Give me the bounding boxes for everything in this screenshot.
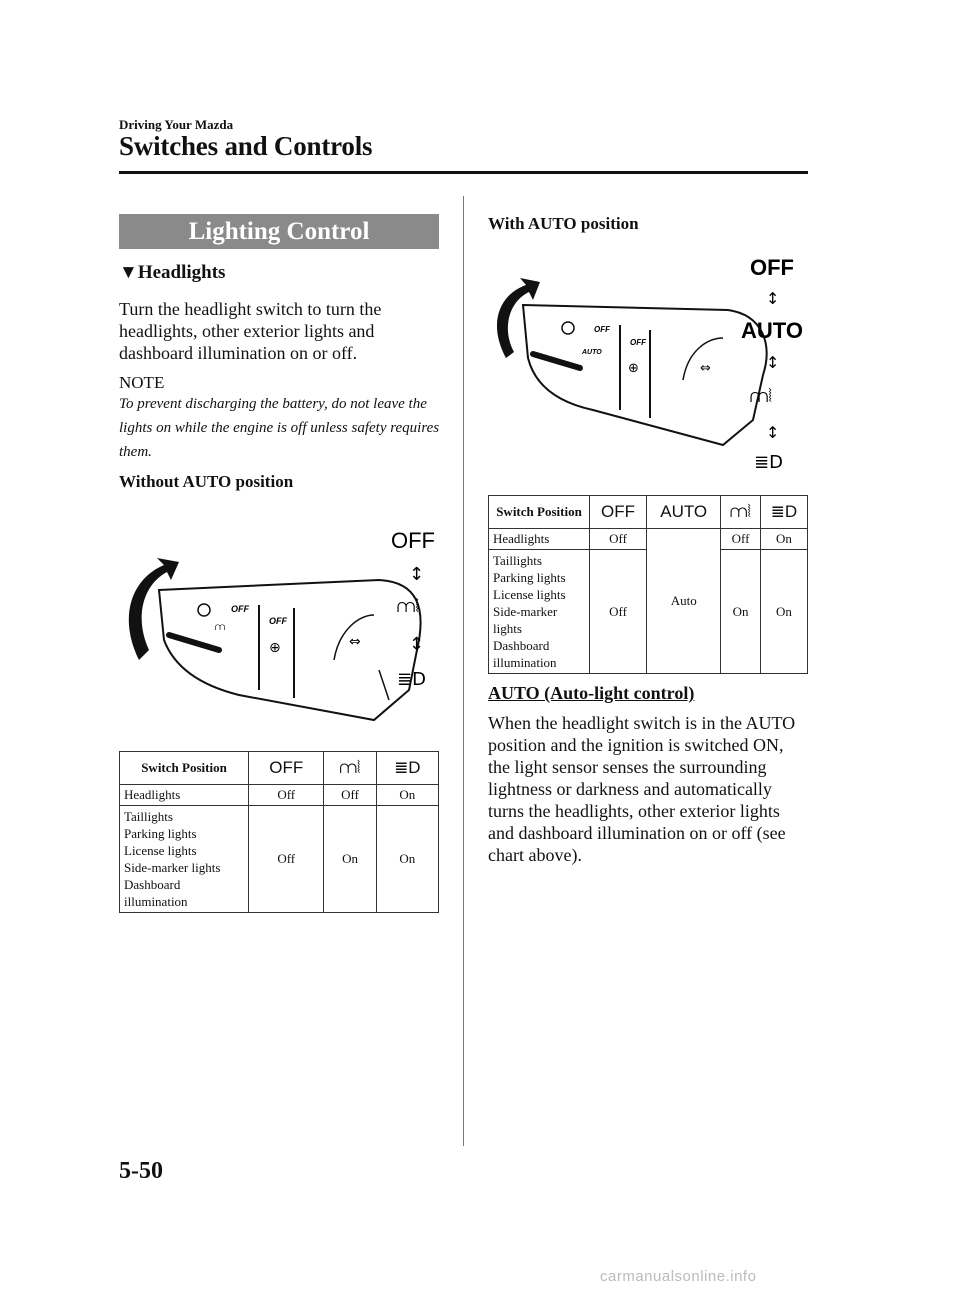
- lever-turn-signal-icon: ⇔: [700, 361, 711, 376]
- chapter-title: Driving Your Mazda: [119, 117, 234, 132]
- lever-off-label-1: OFF: [231, 604, 249, 614]
- auto-light-paragraph: When the headlight switch is in the AUTO position and the ignition is switched ON, the light sensor senses the surrounding lightness or darkness and automatically turns the headlights, other exterior lights and dashboard illumination on or off (see chart above).: [488, 713, 796, 865]
- cell: On: [760, 529, 807, 550]
- table-header-row: [120, 752, 439, 785]
- cell: On: [376, 806, 438, 913]
- watermark: carmanualsonline.info: [600, 1268, 757, 1285]
- note-label: NOTE: [119, 373, 165, 392]
- lever-off-label-2: OFF: [269, 616, 287, 626]
- updown-arrow-icon-2: ↕: [766, 353, 780, 372]
- row-label-headlights: Headlights: [120, 785, 249, 806]
- header-parking-icon: ⩋⦚: [324, 752, 376, 785]
- header-parking-icon: ⩋⦚: [721, 496, 761, 529]
- lever-off-label-1: OFF: [594, 325, 610, 334]
- auto-light-control-heading: AUTO (Auto-light control): [488, 683, 695, 703]
- header-headlight-icon: ≣D: [760, 496, 807, 529]
- table-row: [120, 785, 439, 806]
- lever-turn-signal-icon: ⇔: [349, 634, 361, 650]
- with-auto-heading: With AUTO position: [488, 214, 639, 233]
- switch-lever-figure-without-auto: [119, 520, 444, 725]
- cell: Off: [590, 550, 647, 674]
- parking-lights-icon: ⩋⦚: [750, 386, 772, 407]
- cell: Off: [249, 785, 324, 806]
- headlights-subhead-text: Headlights: [137, 262, 226, 283]
- parking-lights-icon: ⩋⦚: [397, 596, 419, 617]
- headlights-subhead: [119, 262, 225, 284]
- fig-off-label: OFF: [750, 255, 794, 280]
- row-label-headlights: Headlights: [489, 529, 590, 550]
- table-row: [120, 806, 439, 913]
- cell: Off: [721, 529, 761, 550]
- header-off: OFF: [249, 752, 324, 785]
- lever-parking-icon: ⩋: [215, 622, 226, 633]
- header-rule: [119, 171, 808, 174]
- switch-table-without-auto: [119, 751, 439, 913]
- note-text: To prevent discharging the battery, do not leave the lights on while the engine is off unless safety requires them.: [119, 396, 440, 460]
- switch-table-with-auto: [488, 495, 808, 674]
- header-auto: AUTO: [647, 496, 721, 529]
- updown-arrow-icon: ↕: [766, 289, 780, 308]
- header-off: OFF: [590, 496, 647, 529]
- header-headlight-icon: ≣D: [376, 752, 438, 785]
- lever-fog-icon: ⊕: [269, 640, 281, 656]
- row-label-other-lights: Taillights Parking lights License lights Side-marker lights Dashboard illumination: [120, 806, 249, 913]
- table-row: [489, 529, 808, 550]
- row-label-other-lights: Taillights Parking lights License lights Side-marker lights Dashboard illumination: [489, 550, 590, 674]
- cell-auto: Auto: [647, 529, 721, 674]
- intro-paragraph: Turn the headlight switch to turn the headlights, other exterior lights and dashboard illumination on or off.: [119, 299, 382, 363]
- triangle-marker-icon: ▼: [119, 262, 138, 283]
- updown-arrow-icon: ↕: [409, 564, 425, 585]
- lever-off-label-2: OFF: [630, 338, 646, 347]
- lever-body: [159, 580, 421, 720]
- column-divider: [463, 196, 464, 1146]
- cell: On: [721, 550, 761, 674]
- lighting-control-banner: Lighting Control: [119, 214, 439, 249]
- fig-auto-label: AUTO: [741, 318, 803, 343]
- cell: On: [376, 785, 438, 806]
- table-header-row: [489, 496, 808, 529]
- cell: Off: [249, 806, 324, 913]
- updown-arrow-icon-2: ↕: [409, 634, 425, 655]
- section-title: Switches and Controls: [119, 131, 373, 161]
- page-number: 5-50: [119, 1158, 163, 1184]
- cell: On: [324, 806, 376, 913]
- headlight-icon: ≣D: [397, 669, 426, 690]
- cell: On: [760, 550, 807, 674]
- cell: Off: [590, 529, 647, 550]
- cell: Off: [324, 785, 376, 806]
- switch-lever-figure-with-auto: [488, 250, 808, 475]
- headlight-icon: ≣D: [754, 452, 783, 473]
- header-switch-position: Switch Position: [489, 496, 590, 529]
- lever-auto-label: AUTO: [582, 349, 602, 356]
- updown-arrow-icon-3: ↕: [766, 423, 780, 442]
- lever-fog-icon: ⊕: [628, 361, 639, 376]
- header-switch-position: Switch Position: [120, 752, 249, 785]
- without-auto-heading: Without AUTO position: [119, 472, 294, 491]
- lever-body: [523, 305, 767, 445]
- fig-off-label: OFF: [391, 528, 435, 553]
